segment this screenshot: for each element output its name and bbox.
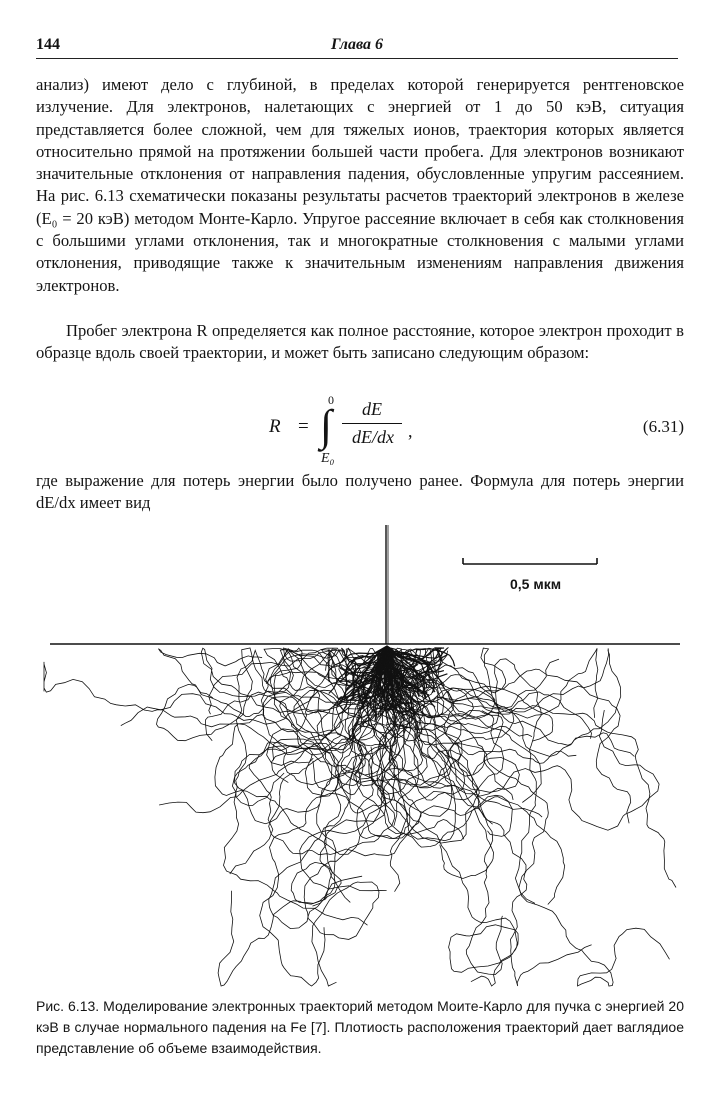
equation-equals: = <box>298 416 309 437</box>
scale-bar-label: 0,5 мкм <box>510 576 562 592</box>
monte-carlo-trajectories-plot <box>36 520 684 998</box>
fraction-numerator: dE <box>362 399 382 419</box>
fraction-bar <box>342 423 402 424</box>
integral-sign: ∫ <box>320 401 333 450</box>
electron-trajectories <box>44 646 676 986</box>
electron-trajectory <box>387 646 502 975</box>
figure-6-13 <box>36 520 684 998</box>
equation-6-31 <box>36 393 684 473</box>
equation-comma: , <box>408 421 413 441</box>
integral-upper-limit: 0 <box>328 393 334 407</box>
equation-number: (6.31) <box>642 417 684 436</box>
scale-bar <box>463 558 597 564</box>
page-number: 144 <box>36 36 60 53</box>
integral-lower-limit: E₀ <box>321 451 335 466</box>
chapter-title: Глава 6 <box>330 36 384 53</box>
figure-caption: Рис. 6.13. Моделирование электронных траекторий методом Моите-Карло для пучка с энергией 20 кэВ в случае нормального падения на Fe [7]. Плотиость расположения траекторий дает ваглядиое представление об объеме взаимодействия. <box>36 998 684 1056</box>
equation-lhs: R <box>269 416 281 437</box>
fraction-denominator: dE/dx <box>352 427 394 447</box>
paragraph-3: где выражение для потерь энергии было получено ранее. Формула для потерь энергии dE/dx имеет вид <box>36 471 684 513</box>
paragraph-1: анализ) имеют дело с глубиной, в пределах которой генерируется рентгеновское излучение. Для электронов, налетающих с энергией от 1 до 50 кэВ, ситуация представляется более сложной, чем для тяжелых ионов, траектория которых является относительно прямой на протяжении большей части пробега. Для электронов возникают значительные отклонения от направления падения, обусловленные упругим рассеянием. На рис. 6.13 схематически показаны результаты расчетов траекторий электронов в железе (E₀ = 20 кэВ) методом Монте-Карло. Упругое рассеяние включает в себя как столкновения с большими углами отклонения, так и многократные столкновения с малыми углами отклонения, приводящие также к значительным изменениям направления движения электронов. <box>36 75 684 295</box>
paragraph-2: Пробег электрона R определяется как полное расстояние, которое электрон проходит в образце вдоль своей траектории, и может быть записано следующим образом: <box>36 321 684 363</box>
running-header <box>36 34 678 59</box>
